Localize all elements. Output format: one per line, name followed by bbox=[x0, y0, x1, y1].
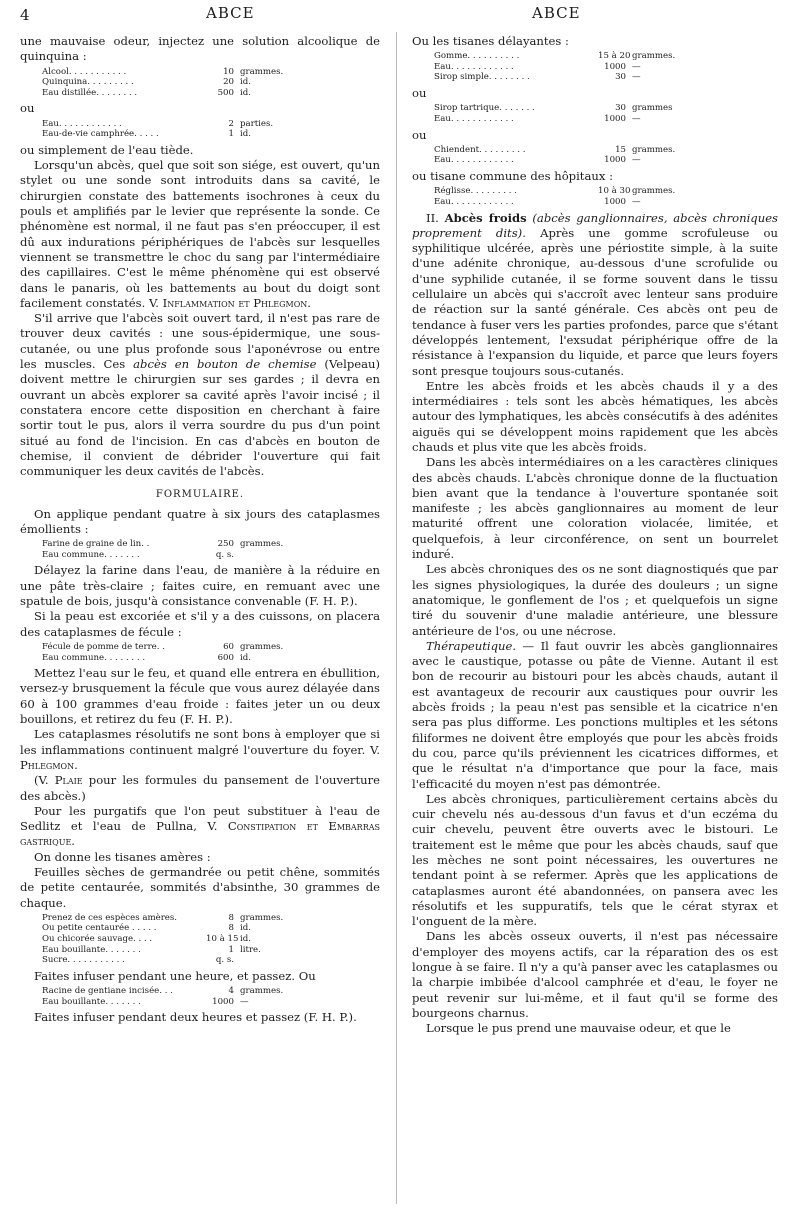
ingredient-unit: — bbox=[632, 196, 641, 207]
paragraph: Si la peau est excoriée et s'il y a des cuissons, on placera des cataplasmes de fécule : bbox=[20, 609, 380, 639]
ingredient-quantity: 8 bbox=[228, 912, 234, 923]
subsection-label: Thérapeutique. bbox=[426, 638, 517, 653]
recipe-row bbox=[42, 955, 380, 966]
ingredient-quantity: 1000 bbox=[604, 61, 626, 72]
section-title: Abcès froids bbox=[444, 210, 527, 225]
running-head-left: ABCE bbox=[206, 4, 255, 22]
recipe-row bbox=[42, 642, 380, 653]
ingredient-quantity: 30 bbox=[615, 72, 626, 83]
section-number: II. bbox=[426, 210, 439, 225]
paragraph: S'il arrive que l'abcès soit ouvert tard, il n'est pas rare de trouver deux cavités : une sous-épidermique, une sous-cutanée, ou une plus profonde sous l'aponévrose ou entre les muscles. Ces abcès en bouton de chemise (Velpeau) doivent mettre le chirurgien sur ses gardes ; il devra en ouvrant un abcès explorer sa cavité après l'avoir incisé ; il constatera encore cette disposition en cherchant à faire sortir tout le pus, alors il verra sourdre du pus d'un point situé au fond de l'incision. En cas d'abcès en bouton de chemise, il convient de débrider l'ouverture qui fait communiquer les deux cavités de l'abcès. bbox=[20, 311, 381, 479]
recipe-row bbox=[434, 186, 778, 197]
recipe-row bbox=[434, 197, 778, 208]
ingredient-name: Sirop tartrique. . . . . . . bbox=[434, 103, 535, 114]
recipe-row bbox=[42, 913, 380, 924]
ingredient-unit: grammes. bbox=[240, 986, 284, 997]
ingredient-unit: grammes. bbox=[632, 144, 676, 155]
ingredient-quantity: 60 bbox=[223, 641, 234, 652]
ingredient-quantity: 4 bbox=[228, 986, 234, 997]
recipe-row bbox=[434, 62, 778, 73]
ingredient-name: Gomme. . . . . . . . . . bbox=[434, 51, 520, 62]
ingredient-name: Prenez de ces espèces amères. bbox=[42, 912, 178, 923]
ingredient-unit: grammes. bbox=[240, 66, 284, 77]
recipe-row bbox=[42, 997, 380, 1008]
recipe-table bbox=[434, 103, 778, 124]
paragraph: On applique pendant quatre à six jours des cataplasmes émollients : bbox=[20, 506, 380, 536]
section-heading-formulaire: FORMULAIRE. bbox=[155, 489, 245, 501]
ingredient-quantity: 8 bbox=[228, 923, 234, 934]
ingredient-name: Eau-de-vie camphrée. . . . . bbox=[42, 129, 159, 140]
recipe-row bbox=[434, 114, 778, 125]
paragraph: Ou les tisanes délayantes : bbox=[412, 34, 569, 48]
ingredient-quantity: 10 à 15 bbox=[206, 934, 239, 945]
page-number: 4 bbox=[20, 6, 30, 24]
recipe-table bbox=[42, 119, 380, 140]
ingredient-name: Quinquina. . . . . . . . . bbox=[42, 77, 134, 88]
recipe-row bbox=[42, 67, 380, 78]
ingredient-quantity: 600 bbox=[217, 652, 234, 663]
paragraph: Entre les abcès froids et les abcès chauds il y a des intermédiaires : tels sont les abcès hématiques, les abcès autour des lymphatiques, les abcès consécutifs à des adénites aiguës qui se développent moins rapidement que les abcès chauds et plus vite que les abcès froids. bbox=[412, 378, 778, 454]
recipe-row bbox=[434, 145, 778, 156]
italic-term: abcès en bouton de chemise bbox=[133, 357, 317, 372]
ingredient-name: Eau bouillante. . . . . . . bbox=[42, 996, 141, 1007]
column-divider bbox=[396, 32, 397, 1204]
left-column bbox=[20, 34, 380, 1026]
ingredient-quantity: 1 bbox=[228, 944, 234, 955]
recipe-table bbox=[42, 642, 380, 663]
ingredient-unit: grammes. bbox=[240, 912, 284, 923]
recipe-row bbox=[434, 51, 778, 62]
ingredient-name: Eau commune. . . . . . . . bbox=[42, 652, 146, 663]
paragraph: Dans les abcès intermédiaires on a les caractères cliniques des abcès chauds. L'abcès chronique donne de la fluctuation bien avant que la tendance à l'ouverture spontanée soit manifeste ; les abcès ganglionnaires au moment de leur maturité offrent une coloration violacée, limitée, et quelquefois, à leur circonférence, on sent un bourrelet induré. bbox=[412, 455, 778, 562]
ingredient-name: Chiendent. . . . . . . . . bbox=[434, 144, 526, 155]
recipe-row bbox=[42, 88, 380, 99]
ingredient-name: Eau distillée. . . . . . . . bbox=[42, 87, 138, 98]
recipe-table bbox=[434, 186, 778, 207]
ingredient-quantity: 10 à 30 bbox=[598, 186, 631, 197]
recipe-row bbox=[42, 945, 380, 956]
recipe-row bbox=[42, 129, 380, 140]
paragraph: Feuilles sèches de germandrée ou petit chêne, sommités de petite centaurée, sommités d'absinthe, 30 grammes de chaque. bbox=[20, 865, 380, 910]
recipe-table bbox=[42, 67, 380, 99]
recipe-row bbox=[42, 119, 380, 130]
paragraph: Délayez la farine dans l'eau, de manière à la réduire en une pâte très-claire ; faites cuire, en remuant avec une spatule de bois, jusqu'à consistance convenable (F. H. P.). bbox=[20, 563, 380, 609]
ingredient-name: Eau bouillante. . . . . . . bbox=[42, 944, 141, 955]
ingredient-quantity: 250 bbox=[217, 539, 234, 550]
ou-separator: ou bbox=[412, 127, 427, 142]
running-head-right: ABCE bbox=[532, 4, 581, 22]
recipe-table bbox=[434, 51, 778, 83]
cross-reference: Phlegmon. bbox=[20, 757, 78, 772]
recipe-row bbox=[42, 77, 380, 88]
ingredient-unit: id. bbox=[240, 77, 251, 88]
paragraph: Les abcès chroniques des os ne sont diagnostiqués que par les signes physiologiques, la durée des douleurs ; un signe anatomique, le gonflement de l'os ; et quelquefois un signe tiré du souvenir d'une maladie antérieure, une blessure antérieure de l'os, ou une nécrose. bbox=[412, 562, 778, 638]
ingredient-unit: litre. bbox=[240, 944, 261, 955]
ingredient-quantity: 15 bbox=[615, 144, 626, 155]
italic-term: (abcès ganglionnaires, abcès chroniques proprement dits). bbox=[412, 210, 778, 240]
ingredient-unit: id. bbox=[240, 87, 251, 98]
ingredient-unit: — bbox=[632, 72, 641, 83]
recipe-row bbox=[434, 155, 778, 166]
ingredient-unit: — bbox=[240, 996, 249, 1007]
ingredient-unit: grammes. bbox=[632, 186, 676, 197]
ingredient-name: Sucre. . . . . . . . . . . bbox=[42, 955, 125, 966]
paragraph: Lorsqu'un abcès, quel que soit son siége, est ouvert, qu'un stylet ou une sonde sont introduits dans sa cavité, le chirurgien constate des battements isochrones à ceux du pouls et amplifiés par le levier que représente la sonde. Ce phénomène est normal, il ne faut pas s'en préoccuper, il est dû aux indurations périphériques de l'abcès sur lesquelles viennent se transmettre le choc du sang par l'intermédiaire des capillaires. C'est le même phénomène qui est observé dans le panaris, où les battements au bout du doigt sont facilement constatés. V. Inflammation et Phlegmon. bbox=[20, 158, 380, 310]
ingredient-unit: — bbox=[632, 155, 641, 166]
paragraph: Les abcès chroniques, particulièrement certains abcès du cuir chevelu nés au-dessous d'un favus et d'un eczéma du cuir chevelu, peuvent être ouverts avec le bistouri. Le traitement est le même que pour les abcès chauds, sauf que les mèches ne sont point nécessaires, les ouvertures ne tendant point à se refermer. Après que les applications de cataplasmes auront été abandonnées, on pansera avec les résolutifs et les suppuratifs, tels que le cérat styrax et l'onguent de la mère. bbox=[412, 791, 778, 929]
paragraph: ou simplement de l'eau tiède. bbox=[20, 142, 194, 157]
ingredient-unit: id. bbox=[240, 129, 251, 140]
ingredient-name: Eau. . . . . . . . . . . . bbox=[42, 118, 122, 129]
ingredient-unit: grammes bbox=[632, 103, 673, 114]
recipe-row bbox=[42, 550, 380, 561]
recipe-table bbox=[42, 913, 380, 966]
recipe-row bbox=[42, 653, 380, 664]
ou-separator: ou bbox=[412, 86, 427, 101]
ingredient-quantity: 1000 bbox=[604, 113, 626, 124]
recipe-row bbox=[434, 72, 778, 83]
ingredient-quantity: 1000 bbox=[604, 155, 626, 166]
ingredient-quantity: 30 bbox=[615, 103, 626, 114]
recipe-row bbox=[42, 934, 380, 945]
ingredient-name: Ou petite centaurée . . . . . bbox=[42, 923, 157, 934]
ingredient-name: Alcool. . . . . . . . . . . bbox=[42, 66, 127, 77]
ingredient-name: Eau commune. . . . . . . bbox=[42, 549, 140, 560]
recipe-row bbox=[434, 103, 778, 114]
ingredient-quantity: 1000 bbox=[212, 996, 234, 1007]
ingredient-name: Farine de graine de lin. . bbox=[42, 539, 150, 550]
ingredient-quantity: q. s. bbox=[215, 955, 234, 966]
paragraph: Mettez l'eau sur le feu, et quand elle entrera en ébullition, versez-y brusquement la fécule que vous aurez délayée dans 60 à 100 grammes d'eau froide : faites jeter un ou deux bouillons, et retirez du feu (F. H. P.). bbox=[20, 666, 380, 727]
paragraph: On donne les tisanes amères : bbox=[34, 849, 211, 864]
recipe-row bbox=[42, 923, 380, 934]
ingredient-quantity: 1000 bbox=[604, 196, 626, 207]
recipe-table bbox=[42, 986, 380, 1007]
ingredient-unit: — bbox=[632, 61, 641, 72]
ingredient-name: Sirop simple. . . . . . . . bbox=[434, 72, 530, 83]
recipe-row bbox=[42, 539, 380, 550]
paragraph: ou tisane commune des hôpitaux : bbox=[412, 169, 613, 184]
paragraph: Les cataplasmes résolutifs ne sont bons à employer que si les inflammations continuent malgré l'ouverture du foyer. V. Phlegmon. bbox=[20, 727, 380, 772]
recipe-table bbox=[434, 145, 778, 166]
ingredient-quantity: 2 bbox=[228, 118, 234, 129]
recipe-row bbox=[42, 986, 380, 997]
ingredient-unit: id. bbox=[240, 923, 251, 934]
ingredient-name: Eau. . . . . . . . . . . . bbox=[434, 113, 514, 124]
cross-reference: Inflammation et Phlegmon. bbox=[162, 295, 311, 310]
paragraph: Lorsque le pus prend une mauvaise odeur, et que le bbox=[426, 1021, 731, 1036]
ingredient-name: Réglisse. . . . . . . . . bbox=[434, 186, 517, 197]
cross-reference: Constipation et Embarras gastrique. bbox=[20, 819, 380, 849]
ingredient-quantity: 1 bbox=[228, 129, 234, 140]
paragraph: Dans les abcès osseux ouverts, il n'est pas nécessaire d'employer des moyens actifs, car la réparation des os est longue à se faire. Il n'y a qu'à panser avec les cataplasmes ou la charpie imbibée d'alcool camphrée et d'eau, le foyer ne peut revenir sur lui-même, et il faut qu'il se forme des bourgeons charnus. bbox=[412, 929, 778, 1020]
section-abces-froids: II. Abcès froids (abcès ganglionnaires, abcès chroniques proprement dits). Après une gomme scrofuleuse ou syphilitique ulcérée, après une périostite simple, à la suite d'une adénite chronique, au-dessous d'une scrofulide ou d'une syphilide cutanée, il se forme souvent dans le tissu cellulaire un abcès qui s'accroît avec lenteur sans produire de réaction sur la santé générale. Ces abcès ont peu de tendance à fuser vers les parties profondes, parce que s'étant développés lentement, l'exsudat périphérique offre de la résistance à l'expansion du liquide, et parce que leurs foyers sont presque toujours sous-cutanés. bbox=[412, 210, 779, 378]
ingredient-unit: id. bbox=[240, 934, 251, 945]
cross-reference: Plaie bbox=[54, 773, 83, 788]
ingredient-quantity: 15 à 20 bbox=[598, 51, 631, 62]
ingredient-quantity: 500 bbox=[217, 87, 234, 98]
right-column bbox=[412, 34, 778, 1037]
ingredient-unit: grammes. bbox=[240, 641, 284, 652]
paragraph: (V. Plaie pour les formules du pansement de l'ouverture des abcès.) bbox=[20, 773, 381, 803]
ingredient-name: Ou chicorée sauvage. . . . bbox=[42, 934, 153, 945]
ingredient-quantity: 10 bbox=[223, 66, 234, 77]
ingredient-name: Eau. . . . . . . . . . . . bbox=[434, 155, 514, 166]
ingredient-unit: — bbox=[632, 113, 641, 124]
recipe-table bbox=[42, 539, 380, 560]
ou-separator: ou bbox=[20, 101, 35, 116]
paragraph: Faites infuser pendant une heure, et passez. Ou bbox=[34, 968, 316, 983]
ingredient-name: Eau. . . . . . . . . . . . bbox=[434, 196, 514, 207]
paragraph: Thérapeutique. — Il faut ouvrir les abcès ganglionnaires avec le caustique, potasse ou pâte de Vienne. Autant il est bon de recourir au bistouri pour les abcès chauds, autant il est avantageux de recourir aux caustiques pour ouvrir les abcès froids ; la peau n'est pas sensible et la cicatrice n'en sera pas plus difforme. Les ponctions multiples et les sétons filiformes ne doivent être employés que pour les abcès froids du cou, parce qu'ils préviennent les cicatrices difformes, et que le résultat n'a d'importance que pour la face, mais l'efficacité du moyen n'est pas démontrée. bbox=[412, 638, 779, 791]
paragraph: Pour les purgatifs que l'on peut substituer à l'eau de Sedlitz et l'eau de Pullna, V. Constipation et Embarras gastrique. bbox=[20, 803, 380, 849]
ingredient-name: Racine de gentiane incisée. . . bbox=[42, 986, 173, 997]
ingredient-unit: grammes. bbox=[632, 51, 676, 62]
ingredient-name: Fécule de pomme de terre. . bbox=[42, 641, 165, 652]
paragraph: Faites infuser pendant deux heures et passez (F. H. P.). bbox=[34, 1010, 357, 1025]
ingredient-quantity: 20 bbox=[223, 77, 234, 88]
paragraph: une mauvaise odeur, injectez une solution alcoolique de quinquina : bbox=[20, 34, 380, 64]
ingredient-unit: parties. bbox=[240, 118, 274, 129]
ingredient-unit: id. bbox=[240, 652, 251, 663]
ingredient-name: Eau. . . . . . . . . . . . bbox=[434, 61, 514, 72]
ingredient-unit: grammes. bbox=[240, 539, 284, 550]
ingredient-quantity: q. s. bbox=[215, 549, 234, 560]
